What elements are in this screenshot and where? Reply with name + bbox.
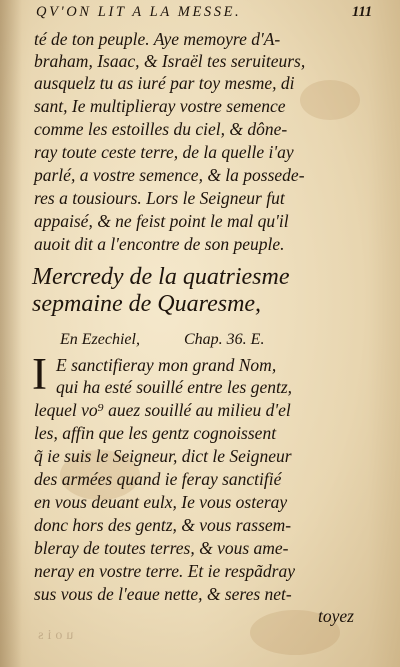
folio-number: 111 (352, 4, 373, 20)
running-head: QV'ON LIT A LA MESSE. (36, 4, 242, 20)
text-line: ausquelz tu as iuré par toy mesme, di (34, 73, 295, 93)
text-line: té de ton peuple. Aye memoyre d'A- (34, 29, 281, 49)
text-line: qui ha esté souillé entre les gentz, (56, 377, 293, 397)
gutter-shadow (0, 0, 22, 667)
text-line: des armées quand ie feray sanctifié (34, 469, 282, 489)
text-line: lequel vo⁹ auez souillé au milieu d'el (34, 400, 291, 420)
drop-cap: I (32, 349, 47, 399)
text-line: sant, Ie multiplieray vostre semence (34, 96, 286, 116)
text-line: bleray de toutes terres, & vous ame- (34, 538, 289, 558)
text-line: res a tousiours. Lors le Seigneur fut (34, 188, 285, 208)
text-line: appaisé, & ne feist point le mal qu'il (34, 211, 289, 231)
text-line: E sanctifieray mon grand Nom, (56, 355, 277, 375)
section-heading: sepmaine de Quaresme, (32, 291, 262, 317)
citation-chapter: Chap. 36. E. (184, 331, 265, 348)
text-line: ray toute ceste terre, de la quelle i'ay (34, 142, 294, 162)
citation-source: En Ezechiel, (60, 331, 140, 348)
show-through-text: uois (34, 628, 74, 643)
text-line: sus vous de l'eaue nette, & seres net- (34, 584, 292, 604)
text-line: les, affin que les gentz cognoissent (34, 423, 277, 443)
text-line: auoit dit a l'encontre de son peuple. (34, 234, 285, 254)
foxing-stain (300, 80, 360, 120)
section-heading: Mercredy de la quatriesme (32, 264, 290, 290)
text-line: en vous deuant eulx, Ie vous osteray (34, 492, 288, 512)
text-line: parlé, a vostre semence, & la possede- (34, 165, 305, 185)
catchword: toyez (318, 606, 354, 626)
text-line: q̃ ie suis le Seigneur, dict le Seigneur (34, 446, 292, 466)
text-line: comme les estoilles du ciel, & dône- (34, 119, 288, 139)
text-line: braham, Isaac, & Israël tes seruiteurs, (34, 51, 306, 71)
text-line: neray en vostre terre. Et ie respãdray (34, 561, 295, 581)
text-line: donc hors des gentz, & vous rassem- (34, 515, 292, 535)
